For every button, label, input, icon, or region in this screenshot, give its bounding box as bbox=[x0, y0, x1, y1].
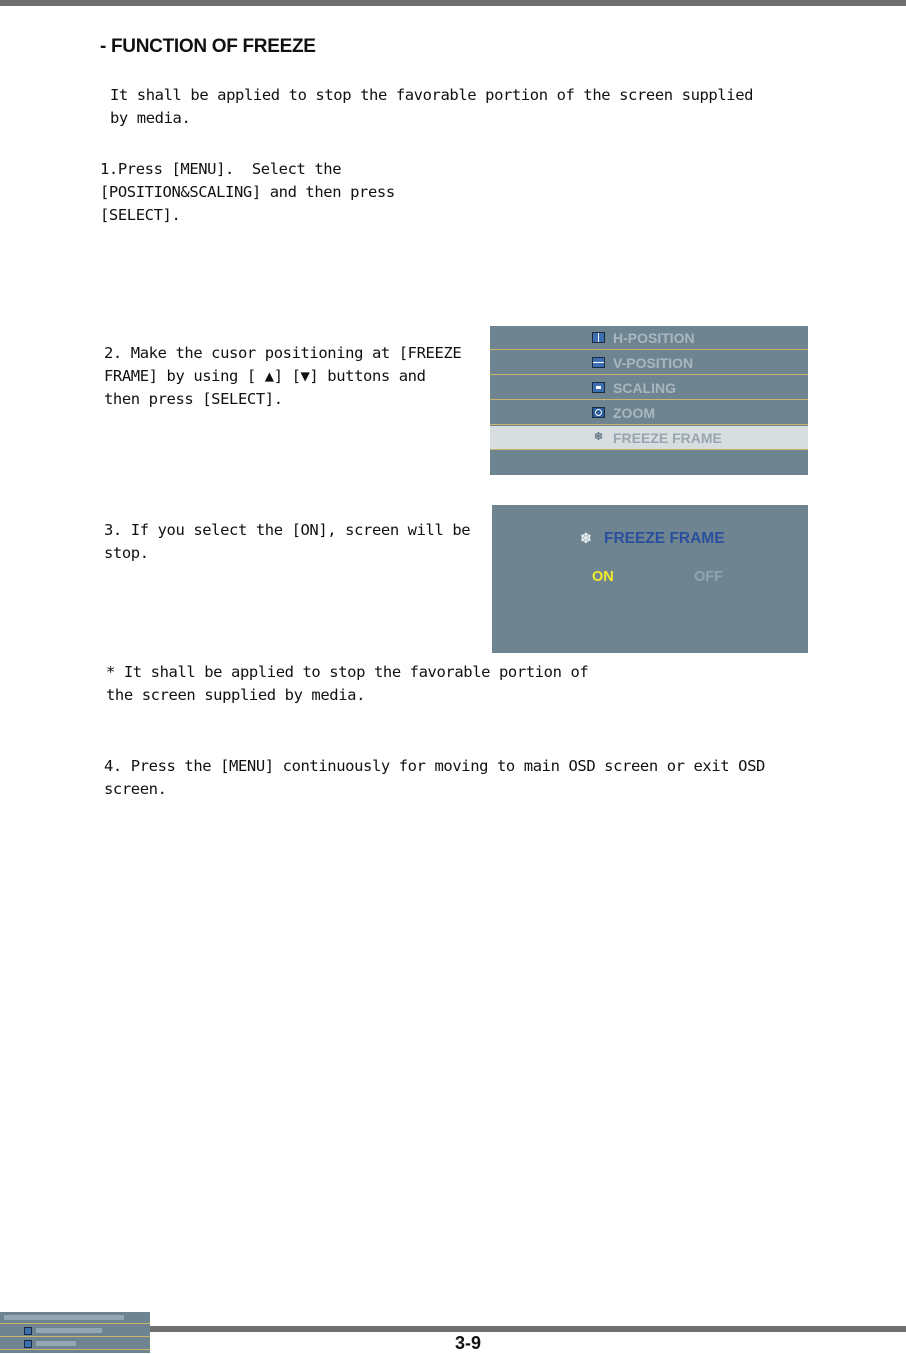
osd-menu-item-scaling[interactable] bbox=[490, 376, 808, 400]
step-4-text: 4. Press the [MENU] continuously for moving to main OSD screen or exit OSD screen. bbox=[104, 757, 765, 798]
osd-menu-item-freeze-frame[interactable] bbox=[490, 426, 808, 450]
zoom-icon bbox=[592, 407, 605, 418]
freeze-frame-icon: ❄ bbox=[580, 530, 592, 546]
page-number: 3-9 bbox=[455, 1333, 482, 1353]
osd-menu-item-label: H-POSITION bbox=[613, 330, 695, 346]
freeze-frame-icon: ❄ bbox=[593, 431, 604, 443]
step-3-text: 3. If you select the [ON], screen will be stop. bbox=[104, 521, 471, 562]
osd-menu-item-label: V-POSITION bbox=[613, 355, 694, 371]
osd-menu-item-label: ZOOM bbox=[613, 405, 655, 421]
osd-position-menu bbox=[490, 326, 808, 475]
osd-menu-item-v-position[interactable] bbox=[490, 351, 808, 375]
freeze-frame-dialog bbox=[492, 505, 808, 653]
osd-menu-item-zoom[interactable] bbox=[490, 401, 808, 425]
page-title: - FUNCTION OF FREEZE bbox=[100, 36, 316, 57]
intro-paragraph: It shall be applied to stop the favorable portion of the screen supplied by media. bbox=[110, 86, 754, 127]
top-rule bbox=[0, 0, 906, 6]
dialog-title: FREEZE FRAME bbox=[604, 530, 725, 547]
h-position-icon bbox=[592, 332, 605, 343]
v-position-icon bbox=[592, 357, 605, 368]
step-2-text: 2. Make the cusor positioning at [FREEZE FRAME] by using [ ▲] [▼] buttons and then press [SELECT]. bbox=[104, 344, 462, 408]
on-option[interactable]: ON bbox=[592, 569, 614, 585]
osd-menu-item-label: SCALING bbox=[613, 380, 676, 396]
off-option[interactable]: OFF bbox=[694, 569, 723, 585]
step-1-text: 1.Press [MENU]. Select the [POSITION&SCALING] and then press [SELECT]. bbox=[100, 160, 395, 224]
bottom-rule bbox=[150, 1326, 906, 1332]
osd-thumbnail-image bbox=[0, 1312, 150, 1353]
osd-menu-item-h-position[interactable] bbox=[490, 326, 808, 350]
scaling-icon bbox=[592, 382, 605, 393]
note-text: * It shall be applied to stop the favorable portion of the screen supplied by media. bbox=[106, 663, 589, 704]
osd-menu-item-label: FREEZE FRAME bbox=[613, 430, 722, 446]
